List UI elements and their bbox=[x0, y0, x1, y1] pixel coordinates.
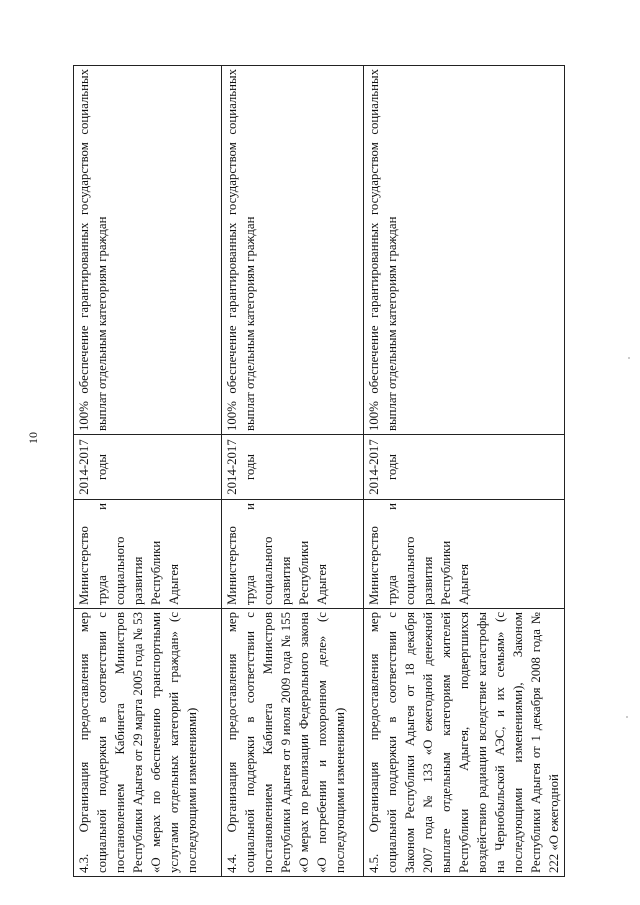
rotated-table-container bbox=[73, 65, 561, 877]
result-text: 100% обеспечение гарантированных государством социальных выплат отдельным категориям граждан bbox=[225, 69, 257, 431]
result-text: 100% обеспечение гарантированных государством социальных выплат отдельным категориям граждан bbox=[77, 69, 109, 431]
table-row bbox=[222, 66, 364, 877]
result-cell bbox=[74, 66, 222, 435]
page-number: 10 bbox=[26, 432, 40, 444]
executor-cell bbox=[364, 500, 565, 609]
measure-cell bbox=[74, 609, 222, 877]
result-text: 100% обеспечение гарантированных государством социальных выплат отдельным категориям граждан bbox=[367, 69, 399, 431]
measure-cell bbox=[222, 609, 364, 877]
executor-text: Министерство труда и социального развития Республики Адыгея bbox=[77, 503, 181, 605]
measure-text: 4.5. Организация предоставления мер социальной поддержки в соответствии с Законом Республики Адыгея от 18 декабря 2007 года № 133 «О ежегодной денежной выплате отдельным категориям жителей Республики Адыгея, подвергшихся воздействию радиации вследствие катастрофы на Чернобыльской АЭС, и их семьям» (с последующими изменениями), Законом Республики Адыгея от 1 декабря 2008 года № 222 «О ежегодной bbox=[367, 612, 561, 873]
result-cell bbox=[222, 66, 364, 435]
scan-speck bbox=[628, 357, 630, 359]
table-row bbox=[364, 66, 565, 877]
period-cell bbox=[222, 435, 364, 500]
period-cell bbox=[364, 435, 565, 500]
executor-text: Министерство труда и социального развития Республики Адыгея bbox=[225, 503, 329, 605]
measure-cell bbox=[364, 609, 565, 877]
executor-cell bbox=[222, 500, 364, 609]
scan-speck bbox=[626, 716, 628, 718]
period-text: 2014-2017 годы bbox=[367, 439, 399, 495]
period-cell bbox=[74, 435, 222, 500]
period-text: 2014-2017 годы bbox=[225, 439, 257, 495]
result-cell bbox=[364, 66, 565, 435]
measure-text: 4.4. Организация предоставления мер социальной поддержки в соответствии с постановлением Кабинета Министров Республики Адыгея от 9 июля 2009 года № 155 «О мерах по реализации Федерального закона «О погребении и похоронном деле» (с последующими изменениями) bbox=[225, 612, 347, 873]
executor-text: Министерство труда и социального развития Республики Адыгея bbox=[367, 503, 471, 605]
executor-cell bbox=[74, 500, 222, 609]
measure-text: 4.3. Организация предоставления мер социальной поддержки в соответствии с постановлением Кабинета Министров Республики Адыгея от 29 марта 2005 года № 53 «О мерах по обеспечению транспортными услугами отдельных категорий граждан» (с последующими изменениями) bbox=[77, 612, 199, 873]
period-text: 2014-2017 годы bbox=[77, 439, 109, 495]
measures-table bbox=[73, 65, 565, 877]
table-row bbox=[74, 66, 222, 877]
